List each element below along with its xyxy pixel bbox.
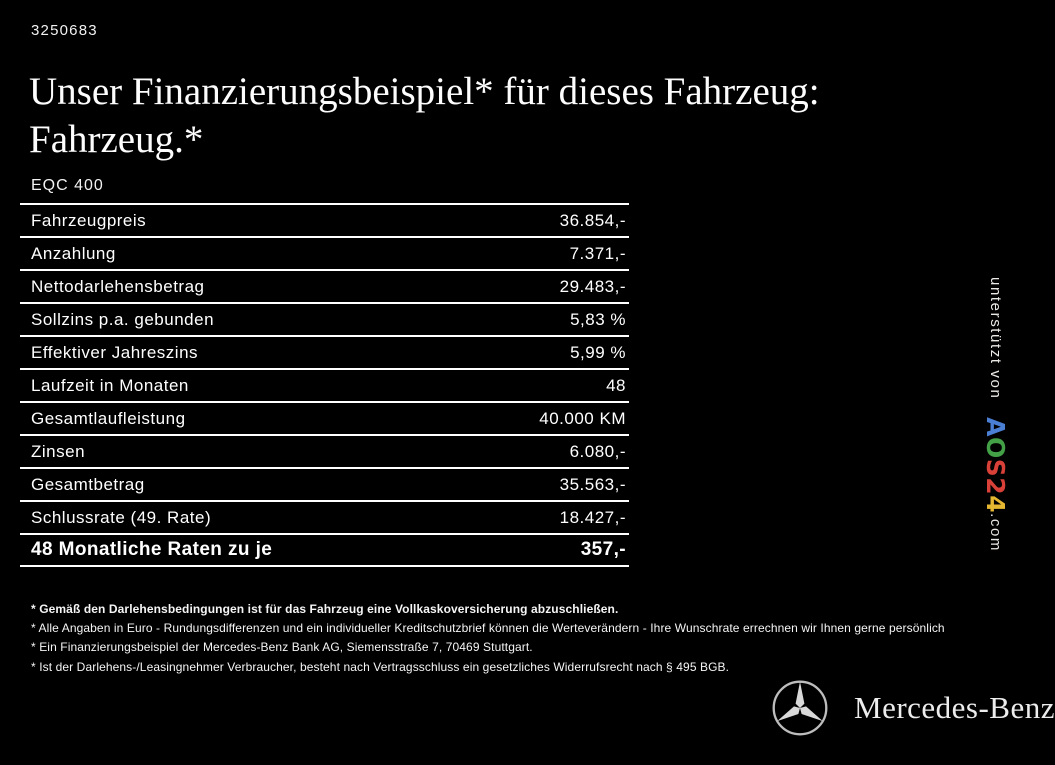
footnote: * Gemäß den Darlehensbedingungen ist für das Fahrzeug eine Vollkaskoversicherung abzuschließen.: [31, 602, 619, 616]
footnotes: [31, 600, 991, 677]
row-value: 40.000 KM: [539, 408, 626, 428]
footnote: * Alle Angaben in Euro - Rundungsdifferenzen und ein individueller Kreditschutzbrief können die Werteverändern - Ihre Wunschrate errechnen wir Ihnen gerne persönlich: [31, 621, 945, 635]
table-row: [20, 500, 629, 533]
row-label: Zinsen: [31, 441, 86, 461]
row-value: 29.483,-: [559, 276, 626, 296]
footnote: * Ein Finanzierungsbeispiel der Mercedes-Benz Bank AG, Siemensstraße 7, 70469 Stuttgart.: [31, 640, 533, 654]
row-label: Anzahlung: [31, 243, 116, 263]
mercedes-wordmark: Mercedes-Benz: [854, 690, 1055, 725]
financing-table: [20, 203, 629, 567]
aos24-letter: 4: [981, 495, 1010, 514]
table-row: [20, 302, 629, 335]
row-value: 36.854,-: [559, 210, 626, 230]
row-value: 48: [606, 375, 626, 395]
table-row: [20, 236, 629, 269]
row-value: 357,-: [580, 539, 626, 560]
table-row: [20, 401, 629, 434]
page-title-line1: Unser Finanzierungsbeispiel* für dieses Fahrzeug:: [29, 70, 820, 113]
page-title: [29, 68, 989, 164]
row-label: 48 Monatliche Raten zu je: [31, 539, 273, 560]
aos24-logo: [981, 417, 1010, 513]
supported-by-text: unterstützt von: [987, 277, 1004, 406]
table-row: [20, 203, 629, 236]
row-label: Sollzins p.a. gebunden: [31, 309, 215, 329]
table-row: [20, 368, 629, 401]
aos24-domain-suffix: .com: [987, 513, 1004, 553]
row-label: Laufzeit in Monaten: [31, 375, 189, 395]
aos24-letter: 2: [981, 477, 1010, 496]
row-label: Nettodarlehensbetrag: [31, 276, 205, 296]
footnote: * Ist der Darlehens-/Leasingnehmer Verbraucher, besteht nach Vertragsschluss ein gesetzliches Widerrufsrecht nach § 495 BGB.: [31, 660, 730, 674]
aos24-letter: A: [981, 417, 1010, 438]
table-row: [20, 467, 629, 500]
row-label: Gesamtbetrag: [31, 474, 145, 494]
row-value: 6.080,-: [569, 441, 626, 461]
vehicle-model: EQC 400: [31, 177, 104, 194]
mercedes-star-icon: [770, 678, 830, 738]
table-row: [20, 434, 629, 467]
row-value: 18.427,-: [559, 507, 626, 527]
row-value: 7.371,-: [569, 243, 626, 263]
supported-by-watermark: [981, 277, 1010, 577]
monthly-rate-total-row: [20, 533, 629, 567]
page-title-line2: Fahrzeug.*: [29, 118, 204, 161]
aos24-letter: O: [981, 437, 1010, 459]
row-label: Schlussrate (49. Rate): [31, 507, 212, 527]
row-label: Gesamtlaufleistung: [31, 408, 186, 428]
row-label: Fahrzeugpreis: [31, 210, 147, 230]
mercedes-branding: [770, 676, 1055, 740]
row-value: 5,83 %: [570, 309, 626, 329]
row-label: Effektiver Jahreszins: [31, 342, 199, 362]
row-value: 5,99 %: [570, 342, 626, 362]
aos24-letter: S: [981, 458, 1010, 478]
table-row: [20, 335, 629, 368]
row-value: 35.563,-: [559, 474, 626, 494]
table-row: [20, 269, 629, 302]
document-number: 3250683: [31, 22, 98, 39]
